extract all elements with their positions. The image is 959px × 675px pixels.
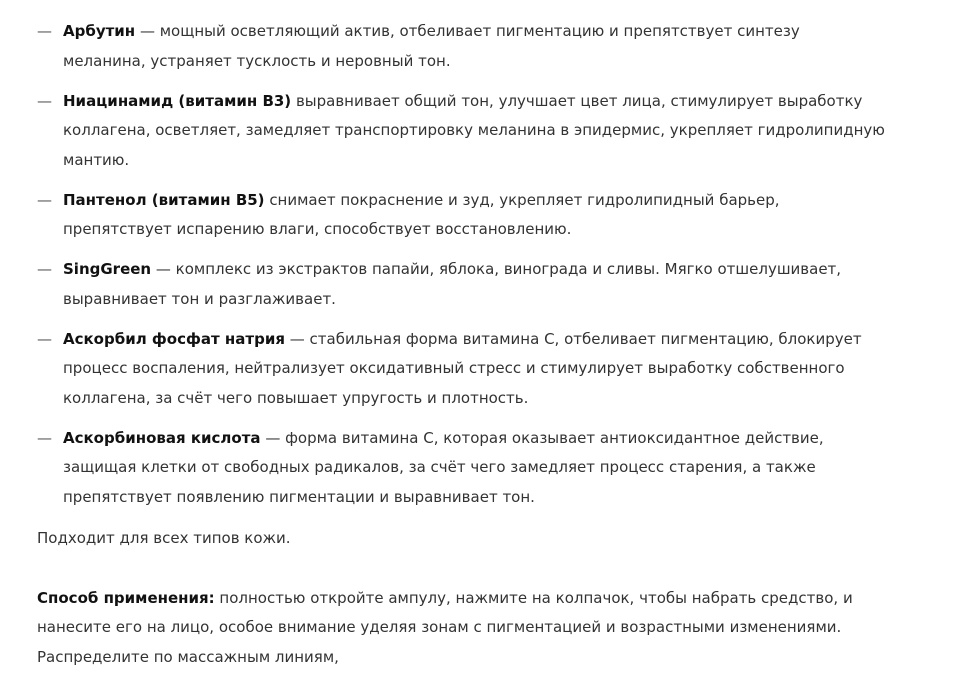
list-dash: — (37, 22, 52, 40)
ingredient-item-arbutin (37, 17, 917, 76)
list-dash: — (37, 428, 52, 447)
ingredient-description: — форма витамина С, которая оказывает антиоксидантное действие, защищая клетки от свободных радикалов, за счёт чего замедляет процесс старения, а также препятствует появлению пигментации и выравнивает тон. (63, 428, 824, 506)
ingredient-item-ascorbic-acid (37, 424, 917, 513)
list-dash: — (37, 329, 52, 348)
ingredient-name: Арбутин (63, 22, 136, 40)
ingredient-description: снимает покраснение и зуд, укрепляет гидролипидный барьер, препятствует испарению влаги, способствует восстановлению. (63, 190, 780, 238)
list-dash: — (37, 91, 52, 110)
ingredient-name: Аскорбиновая кислота (63, 428, 261, 447)
skin-type-note: Подходит для всех типов кожи. (37, 529, 291, 547)
ingredients-list (37, 17, 917, 512)
ingredient-item-niacinamide (37, 87, 917, 176)
ingredient-item-ascorbyl-phosphate (37, 325, 917, 414)
ingredient-item-panthenol (37, 186, 917, 245)
usage-label: Способ применения: (37, 588, 215, 607)
ingredient-name: Аскорбил фосфат натрия (63, 329, 285, 348)
ingredient-description: — мощный осветляющий актив, отбеливает пигментацию и препятствует синтезу меланина, устраняет тусклость и неровный тон. (63, 22, 800, 70)
list-dash: — (37, 190, 52, 209)
ingredient-name: Ниацинамид (витамин В3) (63, 91, 292, 110)
ingredient-description: — стабильная форма витамина С, отбеливает пигментацию, блокирует процесс воспаления, нейтрализует оксидативный стресс и стимулирует выработку собственного коллагена, за счёт чего повышает упругость и плотность. (63, 329, 862, 407)
product-description (37, 17, 917, 672)
ingredient-name: Пантенол (витамин В5) (63, 190, 265, 209)
ingredient-name: SingGreen (63, 260, 152, 278)
usage-instructions (37, 584, 917, 673)
ingredient-description: выравнивает общий тон, улучшает цвет лица, стимулирует выработку коллагена, осветляет, замедляет транспортировку меланина в эпидермис, укрепляет гидролипидную мантию. (63, 91, 885, 169)
usage-text: полностью откройте ампулу, нажмите на колпачок, чтобы набрать средство, и нанесите его на лицо, особое внимание уделяя зонам с пигментацией и возрастными изменениями. Распределите по массажным линиям, (37, 588, 853, 666)
list-dash: — (37, 260, 52, 278)
ingredient-item-singgreen (37, 255, 917, 314)
ingredient-description: — комплекс из экстрактов папайи, яблока, винограда и сливы. Мягко отшелушивает, выравнивает тон и разглаживает. (63, 260, 842, 308)
